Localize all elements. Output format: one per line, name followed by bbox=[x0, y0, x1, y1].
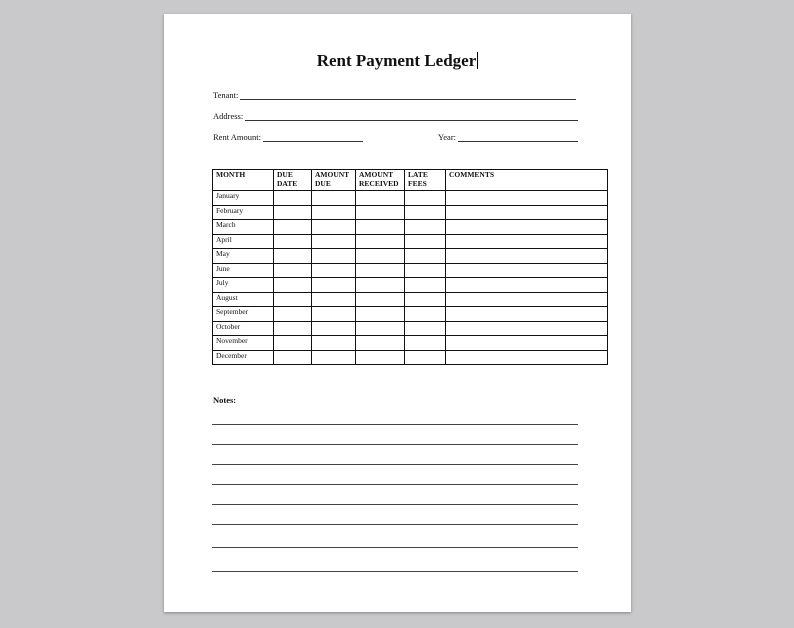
table-row bbox=[213, 292, 608, 307]
header-due-date: DUE DATE bbox=[274, 170, 312, 191]
comments-cell[interactable] bbox=[446, 292, 608, 307]
notes-line[interactable] bbox=[212, 524, 578, 525]
due-date-cell[interactable] bbox=[274, 249, 312, 264]
amount-due-cell[interactable] bbox=[312, 307, 356, 322]
late-fees-cell[interactable] bbox=[405, 336, 446, 351]
amount-received-cell[interactable] bbox=[356, 205, 405, 220]
comments-cell[interactable] bbox=[446, 307, 608, 322]
ledger-page bbox=[164, 14, 631, 612]
amount-received-cell[interactable] bbox=[356, 191, 405, 206]
amount-received-cell[interactable] bbox=[356, 220, 405, 235]
ledger-table bbox=[212, 169, 608, 365]
month-cell: April bbox=[213, 234, 274, 249]
year-label: Year: bbox=[438, 132, 457, 142]
header-comments: COMMENTS bbox=[446, 170, 608, 191]
late-fees-cell[interactable] bbox=[405, 191, 446, 206]
notes-line[interactable] bbox=[212, 444, 578, 445]
address-line[interactable] bbox=[245, 112, 578, 121]
table-row bbox=[213, 205, 608, 220]
amount-received-cell[interactable] bbox=[356, 336, 405, 351]
late-fees-cell[interactable] bbox=[405, 350, 446, 365]
month-cell: December bbox=[213, 350, 274, 365]
tenant-label: Tenant: bbox=[213, 90, 239, 100]
late-fees-cell[interactable] bbox=[405, 234, 446, 249]
amount-due-cell[interactable] bbox=[312, 234, 356, 249]
amount-due-cell[interactable] bbox=[312, 292, 356, 307]
header-amount-received: AMOUNT RECEIVED bbox=[356, 170, 405, 191]
notes-label: Notes: bbox=[213, 395, 237, 405]
year-line[interactable] bbox=[458, 133, 578, 142]
amount-due-cell[interactable] bbox=[312, 220, 356, 235]
comments-cell[interactable] bbox=[446, 278, 608, 293]
amount-received-cell[interactable] bbox=[356, 350, 405, 365]
late-fees-cell[interactable] bbox=[405, 292, 446, 307]
due-date-cell[interactable] bbox=[274, 292, 312, 307]
comments-cell[interactable] bbox=[446, 350, 608, 365]
notes-line[interactable] bbox=[212, 504, 578, 505]
tenant-field[interactable] bbox=[213, 90, 576, 100]
amount-received-cell[interactable] bbox=[356, 307, 405, 322]
due-date-cell[interactable] bbox=[274, 307, 312, 322]
comments-cell[interactable] bbox=[446, 263, 608, 278]
notes-line[interactable] bbox=[212, 547, 578, 548]
late-fees-cell[interactable] bbox=[405, 220, 446, 235]
header-month: MONTH bbox=[213, 170, 274, 191]
amount-received-cell[interactable] bbox=[356, 278, 405, 293]
comments-cell[interactable] bbox=[446, 321, 608, 336]
late-fees-cell[interactable] bbox=[405, 249, 446, 264]
due-date-cell[interactable] bbox=[274, 234, 312, 249]
month-cell: February bbox=[213, 205, 274, 220]
page-title: Rent Payment Ledger bbox=[316, 51, 477, 70]
notes-line[interactable] bbox=[212, 424, 578, 425]
notes-line[interactable] bbox=[212, 571, 578, 572]
table-row bbox=[213, 220, 608, 235]
amount-due-cell[interactable] bbox=[312, 278, 356, 293]
due-date-cell[interactable] bbox=[274, 321, 312, 336]
comments-cell[interactable] bbox=[446, 249, 608, 264]
month-cell: August bbox=[213, 292, 274, 307]
table-row bbox=[213, 350, 608, 365]
comments-cell[interactable] bbox=[446, 220, 608, 235]
amount-received-cell[interactable] bbox=[356, 234, 405, 249]
table-row bbox=[213, 336, 608, 351]
table-row bbox=[213, 278, 608, 293]
text-cursor bbox=[477, 52, 478, 69]
amount-due-cell[interactable] bbox=[312, 350, 356, 365]
late-fees-cell[interactable] bbox=[405, 321, 446, 336]
amount-received-cell[interactable] bbox=[356, 292, 405, 307]
comments-cell[interactable] bbox=[446, 336, 608, 351]
address-field[interactable] bbox=[213, 111, 578, 121]
amount-due-cell[interactable] bbox=[312, 249, 356, 264]
rent-amount-label: Rent Amount: bbox=[213, 132, 261, 142]
rent-amount-line[interactable] bbox=[263, 133, 363, 142]
header-late-fees: LATE FEES bbox=[405, 170, 446, 191]
due-date-cell[interactable] bbox=[274, 220, 312, 235]
comments-cell[interactable] bbox=[446, 191, 608, 206]
amount-received-cell[interactable] bbox=[356, 321, 405, 336]
year-field[interactable] bbox=[438, 132, 578, 142]
table-row bbox=[213, 321, 608, 336]
comments-cell[interactable] bbox=[446, 205, 608, 220]
due-date-cell[interactable] bbox=[274, 191, 312, 206]
late-fees-cell[interactable] bbox=[405, 205, 446, 220]
due-date-cell[interactable] bbox=[274, 350, 312, 365]
amount-received-cell[interactable] bbox=[356, 263, 405, 278]
due-date-cell[interactable] bbox=[274, 205, 312, 220]
late-fees-cell[interactable] bbox=[405, 307, 446, 322]
notes-line[interactable] bbox=[212, 484, 578, 485]
comments-cell[interactable] bbox=[446, 234, 608, 249]
table-row bbox=[213, 234, 608, 249]
month-cell: June bbox=[213, 263, 274, 278]
tenant-line[interactable] bbox=[240, 91, 576, 100]
rent-amount-field[interactable] bbox=[213, 132, 363, 142]
table-row bbox=[213, 191, 608, 206]
month-cell: September bbox=[213, 307, 274, 322]
amount-due-cell[interactable] bbox=[312, 205, 356, 220]
amount-due-cell[interactable] bbox=[312, 263, 356, 278]
table-header-row bbox=[213, 170, 608, 191]
month-cell: January bbox=[213, 191, 274, 206]
table-row bbox=[213, 307, 608, 322]
header-amount-due: AMOUNT DUE bbox=[312, 170, 356, 191]
late-fees-cell[interactable] bbox=[405, 263, 446, 278]
month-cell: October bbox=[213, 321, 274, 336]
address-label: Address: bbox=[213, 111, 244, 121]
table-row bbox=[213, 249, 608, 264]
amount-received-cell[interactable] bbox=[356, 249, 405, 264]
due-date-cell[interactable] bbox=[274, 278, 312, 293]
due-date-cell[interactable] bbox=[274, 263, 312, 278]
amount-due-cell[interactable] bbox=[312, 321, 356, 336]
table-row bbox=[213, 263, 608, 278]
month-cell: May bbox=[213, 249, 274, 264]
month-cell: March bbox=[213, 220, 274, 235]
month-cell: July bbox=[213, 278, 274, 293]
notes-line[interactable] bbox=[212, 464, 578, 465]
amount-due-cell[interactable] bbox=[312, 191, 356, 206]
amount-due-cell[interactable] bbox=[312, 336, 356, 351]
due-date-cell[interactable] bbox=[274, 336, 312, 351]
month-cell: November bbox=[213, 336, 274, 351]
late-fees-cell[interactable] bbox=[405, 278, 446, 293]
